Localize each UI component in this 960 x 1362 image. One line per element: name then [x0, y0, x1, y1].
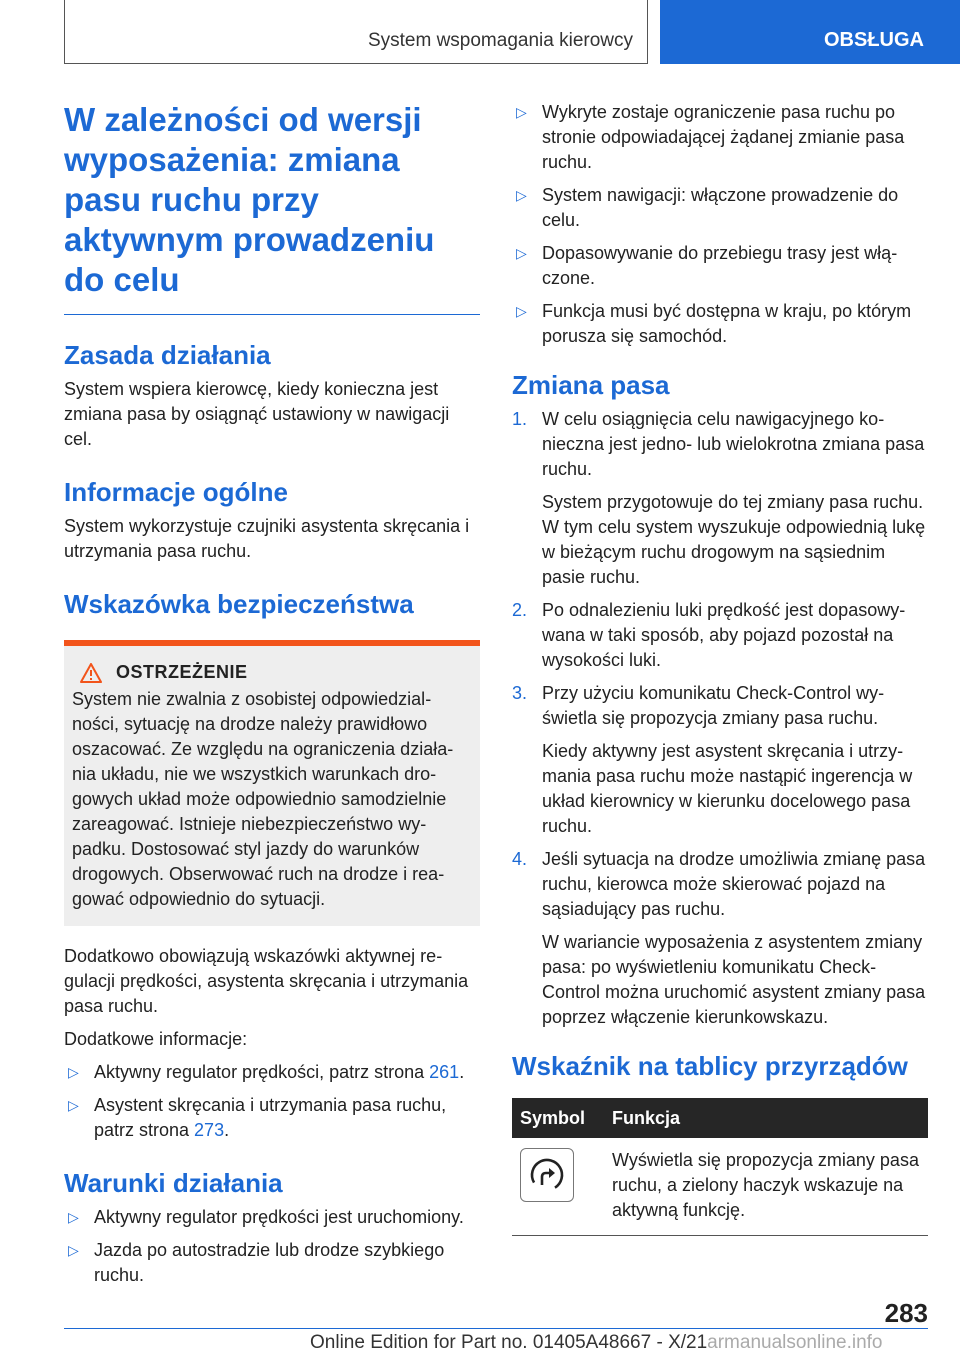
heading-zasada: Zasada działania: [64, 340, 271, 370]
list-item: [512, 299, 928, 349]
warning-title: OSTRZEŻENIE: [116, 662, 248, 682]
warning-header: [72, 662, 470, 683]
heading-warunki: Warunki działania: [64, 1168, 283, 1198]
text-informacje: System wykorzystuje czujniki asystenta skręcania i utrzymania pasa ruchu.: [64, 516, 470, 561]
heading-wskaznik: Wskaźnik na tablicy przyrządów: [512, 1051, 908, 1081]
list-item: [64, 1093, 480, 1143]
section-title: System wspomagania kierowcy: [367, 30, 633, 51]
condition-text: Aktywny regulator prędkości jest uruchomiony.: [94, 1207, 464, 1227]
more-info-label: Dodatkowe informacje:: [64, 1029, 248, 1049]
bullet-triangle-icon: ▷: [516, 187, 527, 203]
chapter-tab: [660, 0, 960, 64]
step-number: 4.: [512, 849, 528, 869]
footer: [310, 1332, 883, 1354]
list-item: [512, 241, 928, 291]
list-item: [512, 407, 928, 590]
page-number: 283: [884, 1298, 928, 1328]
ref-end: .: [459, 1062, 465, 1082]
step-text: Przy użyciu komunikatu Check-Control wyświetla się propozycja zmiany pasa ruchu.: [542, 683, 885, 728]
list-item: [512, 100, 928, 175]
condition-text: Dopasowywanie do przebiegu trasy jest włączone.: [542, 243, 898, 288]
list-item: [512, 681, 928, 839]
bullet-triangle-icon: ▷: [516, 303, 527, 319]
bullet-triangle-icon: ▷: [516, 245, 527, 261]
page-title: W zależności od wersji wyposażenia: zmiana pasu ruchu przy aktywnym prowadzeniu do celu: [64, 100, 480, 315]
symbol-table: [512, 1098, 928, 1236]
step-number: 3.: [512, 683, 528, 703]
step-text: Po odnalezieniu luki prędkość jest dopasowywana w taki sposób, aby pojazd pozostał na wysokości luki.: [542, 600, 906, 670]
step-extra: W wariancie wyposażenia z asystentem zmiany pasa: po wyświetleniu komunikatu Check-Control można uruchomić asystent zmiany pasa poprzez włączenie kierunkowskazu.: [542, 932, 926, 1027]
chapter-tab-label: OBSŁUGA: [824, 29, 924, 51]
ref-end: .: [224, 1120, 230, 1140]
function-cell: Wyświetla się propozycja zmiany pasa ruchu, a zielony haczyk wskazuje na aktywną funkcję.: [604, 1138, 928, 1236]
steps-list: [512, 407, 928, 1030]
symbol-cell: [512, 1138, 604, 1236]
step-extra: System przygotowuje do tej zmiany pasa ruchu. W tym celu system wyszukuje odpowiednią lukę w bieżącym ruchu drogowym na sąsiednim pasie ruchu.: [542, 492, 926, 587]
ref-text: Aktywny regulator prędkości, patrz strona: [94, 1062, 430, 1082]
bullet-triangle-icon: ▷: [68, 1064, 79, 1080]
left-column: [64, 100, 480, 1296]
condition-text: System nawigacji: włączone prowadzenie do celu.: [542, 185, 899, 230]
step-text: W celu osiągnięcia celu nawigacyjnego konieczna jest jedno- lub wielokrotna zmiana pasa ruchu.: [542, 409, 925, 479]
bullet-triangle-icon: ▷: [68, 1097, 79, 1113]
list-item: [64, 1238, 480, 1288]
edition-text: Online Edition for Part no. 01405A48667 - X/21: [310, 1332, 708, 1353]
col-function-header: Funkcja: [604, 1098, 928, 1138]
heading-wskazowka: Wskazówka bezpieczeństwa: [64, 589, 414, 619]
list-item: [512, 183, 928, 233]
warning-box: [64, 640, 480, 926]
text-after-warning: Dodatkowo obowiązują wskazówki aktywnej regulacji prędkości, asystenta skręcania i utrzymania pasa ruchu.: [64, 946, 469, 1016]
warning-text: System nie zwalnia z osobistej odpowiedzialności, sytuację na drodze należy prawidłowo oszacować. Ze względu na ograniczenia działania układu, nie we wszystkich warunkach drogowych układ może odpowiednio samodzielnie zareagować. Istnieje niebezpieczeństwo wypadku. Dostosować styl jazdy do warunków drogowych. Obserwować ruch na drodze i reagować odpowiednio do sytuacji.: [72, 689, 454, 909]
heading-informacje: Informacje ogólne: [64, 477, 288, 507]
conditions-list: [64, 1205, 480, 1288]
lane-change-arrow-icon: [520, 1148, 574, 1202]
text-zasada: System wspiera kierowcę, kiedy konieczna jest zmiana pasa by osiągnąć ustawiony w nawigacji cel.: [64, 379, 450, 449]
condition-text: Jazda po autostradzie lub drodze szybkiego ruchu.: [94, 1240, 445, 1285]
ref-text: Asystent skręcania i utrzymania pasa ruchu, patrz strona: [94, 1095, 447, 1140]
watermark: armanualsonline.info: [707, 1332, 883, 1353]
step-extra: Kiedy aktywny jest asystent skręcania i utrzymania pasa ruchu może nastąpić ingerencja w układ kierownicy w kierunku docelowego pasa ruchu.: [542, 741, 913, 836]
col-symbol-header: Symbol: [512, 1098, 604, 1138]
reference-list: [64, 1060, 480, 1143]
bullet-triangle-icon: ▷: [68, 1242, 79, 1258]
heading-zmiana: Zmiana pasa: [512, 370, 670, 400]
list-item: [512, 598, 928, 673]
bullet-triangle-icon: ▷: [516, 104, 527, 120]
footer-divider: [64, 1328, 928, 1329]
header-box: [64, 0, 648, 64]
table-header-row: [512, 1098, 928, 1138]
step-number: 2.: [512, 600, 528, 620]
list-item: [64, 1205, 480, 1230]
list-item: [64, 1060, 480, 1085]
right-column: [512, 100, 928, 1236]
conditions-list-continued: [512, 100, 928, 349]
bullet-triangle-icon: ▷: [68, 1209, 79, 1225]
page-link-273[interactable]: 273: [194, 1120, 225, 1140]
page-link-261[interactable]: 261: [429, 1062, 460, 1082]
step-text: Jeśli sytuacja na drodze umożliwia zmianę pasa ruchu, kierowca może skierować pojazd na sąsiadujący pas ruchu.: [542, 849, 926, 919]
list-item: [512, 847, 928, 1030]
condition-text: Funkcja musi być dostępna w kraju, po którym porusza się samochód.: [542, 301, 912, 346]
condition-text: Wykryte zostaje ograniczenie pasa ruchu po stronie odpowiadającej żądanej zmianie pasa ruchu.: [542, 102, 905, 172]
warning-triangle-icon: [80, 663, 102, 683]
step-number: 1.: [512, 409, 528, 429]
table-row: [512, 1138, 928, 1236]
